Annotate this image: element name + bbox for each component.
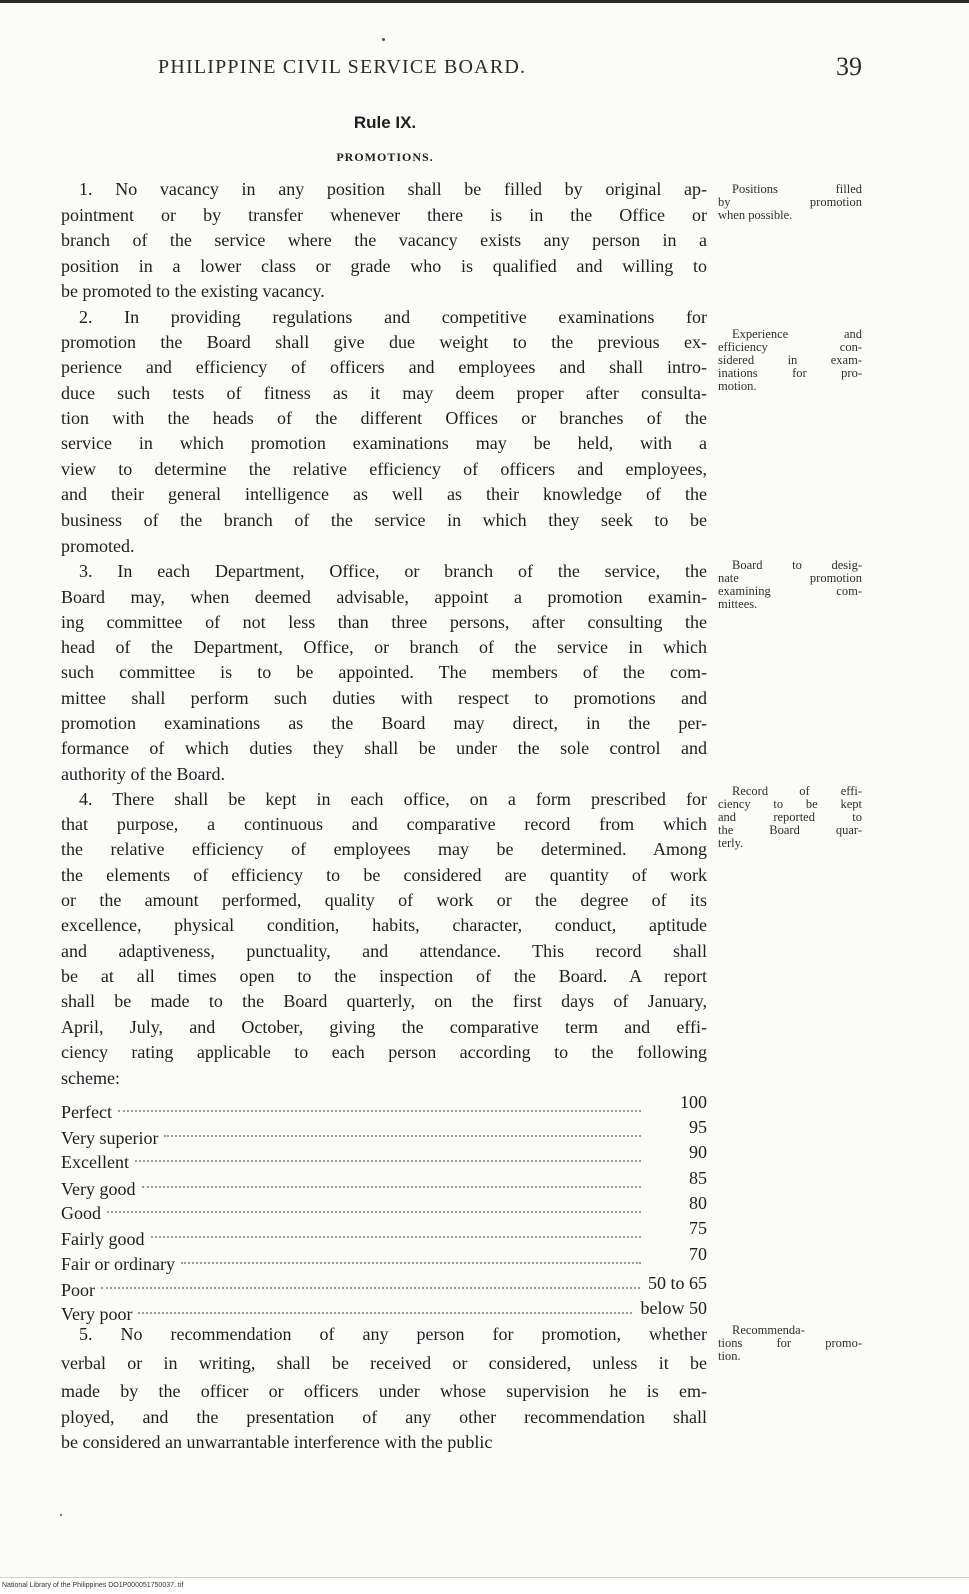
text-line: 2. In providing regulations and competitive examinations for: [79, 307, 707, 327]
schedule-value: 80: [689, 1193, 707, 1213]
dot-leader: [101, 1287, 640, 1289]
page-number: 39: [836, 52, 862, 81]
text-line: Board may, when deemed advisable, appoint a promotion examin-: [61, 587, 707, 607]
schedule-label: Fairly good: [61, 1229, 145, 1249]
text-line: verbal or in writing, shall be received or considered, unless it be: [61, 1353, 707, 1373]
text-line: promotion examinations as the Board may direct, in the per-: [61, 713, 707, 733]
dot-leader: [138, 1312, 632, 1314]
margin-note-line: terly.: [718, 836, 744, 850]
text-line: 1. No vacancy in any position shall be filled by original ap-: [79, 179, 707, 199]
margin-note-line: Experience and: [732, 327, 862, 341]
text-line: mittee shall perform such duties with respect to promotions and: [61, 688, 707, 708]
schedule-label: Very poor: [61, 1304, 133, 1324]
text-line: view to determine the relative efficiency of officers and employees,: [61, 459, 707, 479]
margin-note-line: by promotion: [718, 195, 862, 209]
margin-note-line: nate promotion: [718, 571, 862, 585]
text-line: ing committee of not less than three persons, after consulting the: [61, 612, 707, 632]
schedule-row: [61, 1117, 707, 1148]
text-line: or the amount performed, quality of work or the degree of its: [61, 890, 707, 910]
top-scan-edge: [0, 0, 969, 3]
schedule-row: [61, 1218, 707, 1249]
text-line: be at all times open to the inspection of the Board. A report: [61, 966, 707, 986]
text-line: 4. There shall be kept in each office, on a form prescribed for: [79, 789, 707, 809]
text-line: formance of which duties they shall be under the sole control and: [61, 738, 707, 758]
text-line: ciency rating applicable to each person according to the following: [61, 1042, 707, 1062]
text-line: and adaptiveness, punctuality, and attendance. This record shall: [61, 941, 707, 961]
margin-note-line: the Board quar-: [718, 823, 862, 837]
margin-note-line: motion.: [718, 379, 757, 393]
scan-speck: [60, 1514, 62, 1516]
text-line: that purpose, a continuous and comparative record from which: [61, 814, 707, 834]
schedule-label: Perfect: [61, 1102, 112, 1122]
text-line: duce such tests of fitness as it may deem proper after consulta-: [61, 383, 707, 403]
schedule-label: Very good: [61, 1179, 136, 1199]
schedule-value: 100: [680, 1092, 707, 1112]
schedule-value: 75: [689, 1218, 707, 1238]
schedule-value: 90: [689, 1142, 707, 1162]
schedule-label: Poor: [61, 1280, 96, 1300]
text-line: excellence, physical condition, habits, character, conduct, aptitude: [61, 915, 707, 935]
margin-note-line: Record of effi-: [732, 784, 862, 798]
text-line: business of the branch of the service in which they seek to be: [61, 510, 707, 530]
footer-caption: National Library of the Philippines DO1P000051750037..tif: [2, 1582, 184, 1589]
text-line: perience and efficiency of officers and employees and shall intro-: [61, 357, 707, 377]
text-line: shall be made to the Board quarterly, on the first days of January,: [61, 991, 707, 1011]
text-line: service in which promotion examinations may be held, with a: [61, 433, 707, 453]
schedule-row: [61, 1244, 707, 1274]
margin-note-line: Recommenda-: [732, 1323, 805, 1337]
running-header: PHILIPPINE CIVIL SERVICE BOARD.: [158, 56, 527, 78]
text-line: promoted.: [61, 536, 135, 556]
schedule-value: below 50: [640, 1298, 707, 1318]
text-line: tion with the heads of the different Offices or branches of the: [61, 408, 707, 428]
schedule-row: [61, 1092, 707, 1122]
schedule-label: Fair or ordinary: [61, 1254, 175, 1274]
text-line: position in a lower class or grade who is qualified and willing to: [61, 256, 707, 276]
margin-note-line: when possible.: [718, 208, 793, 222]
text-line: scheme:: [61, 1068, 120, 1088]
margin-note-line: tion.: [718, 1349, 741, 1363]
text-line: and their general intelligence as well as their knowledge of the: [61, 484, 707, 504]
text-line: head of the Department, Office, or branch of the service in which: [61, 637, 707, 657]
schedule-row: [61, 1298, 707, 1324]
margin-note-line: tions for promo-: [718, 1336, 862, 1350]
schedule-value: 95: [689, 1117, 707, 1137]
dot-leader: [142, 1186, 641, 1188]
text-line: April, July, and October, giving the comparative term and effi-: [61, 1017, 707, 1037]
schedule-row: [61, 1142, 707, 1172]
text-line: pointment or by transfer whenever there is in the Office or: [61, 205, 707, 225]
margin-note-line: and reported to: [718, 810, 862, 824]
scan-speck: [382, 38, 385, 41]
dot-leader: [181, 1262, 641, 1264]
text-line: be promoted to the existing vacancy.: [61, 281, 325, 301]
dot-leader: [151, 1236, 641, 1238]
margin-note-line: Positions filled: [732, 182, 862, 196]
margin-note-line: mittees.: [718, 597, 758, 611]
schedule-value: 85: [689, 1168, 707, 1188]
text-line: such committee is to be appointed. The members of the com-: [61, 662, 707, 682]
text-line: branch of the service where the vacancy exists any person in a: [61, 230, 707, 250]
schedule-label: Good: [61, 1203, 101, 1223]
text-line: 3. In each Department, Office, or branch of the service, the: [79, 561, 707, 581]
text-line: made by the officer or officers under whose supervision he is em-: [61, 1381, 707, 1401]
schedule-value: 50 to 65: [647, 1273, 707, 1293]
schedule-value: 70: [689, 1244, 707, 1264]
margin-note-line: efficiency con-: [718, 340, 862, 354]
margin-note-line: sidered in exam-: [718, 353, 862, 367]
schedule-label: Very superior: [61, 1128, 159, 1148]
dot-leader: [164, 1135, 641, 1137]
text-line: authority of the Board.: [61, 764, 225, 784]
text-line: promotion the Board shall give due weight to the previous ex-: [61, 332, 707, 352]
text-line: be considered an unwarrantable interference with the public: [61, 1432, 493, 1452]
margin-note-line: examining com-: [718, 584, 862, 598]
schedule-label: Excellent: [61, 1152, 129, 1172]
dot-leader: [118, 1110, 641, 1112]
text-line: the relative efficiency of employees may be determined. Among: [61, 839, 707, 859]
schedule-row: [61, 1273, 707, 1300]
dot-leader: [135, 1160, 641, 1162]
text-line: the elements of efficiency to be considered are quantity of work: [61, 865, 707, 885]
margin-note-line: Board to desig-: [732, 558, 862, 572]
rule-subtitle: PROMOTIONS.: [336, 150, 434, 164]
schedule-row: [61, 1193, 707, 1223]
rule-title: Rule IX.: [353, 113, 417, 132]
margin-note-line: ciency to be kept: [718, 797, 862, 811]
dot-leader: [107, 1211, 641, 1213]
schedule-row: [61, 1168, 707, 1199]
text-line: ployed, and the presentation of any other recommendation shall: [61, 1407, 707, 1427]
text-line: 5. No recommendation of any person for promotion, whether: [79, 1324, 707, 1344]
margin-note-line: inations for pro-: [718, 366, 862, 380]
